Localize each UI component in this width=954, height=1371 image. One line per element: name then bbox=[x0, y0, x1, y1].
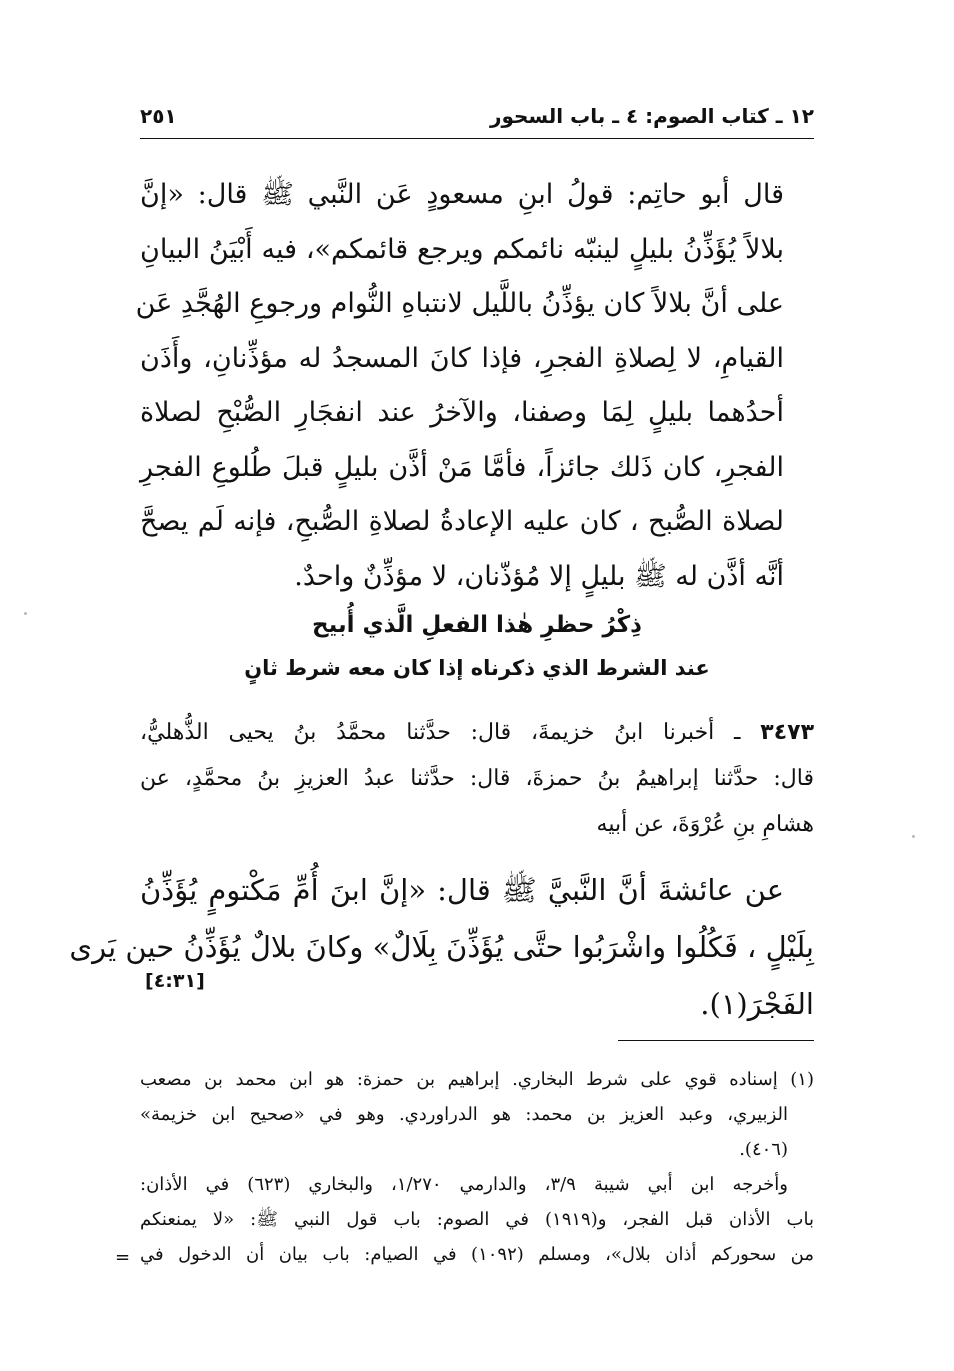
running-header bbox=[140, 102, 814, 139]
isnad-line: هشامِ بنِ عُرْوَةَ، عن أبيه bbox=[596, 812, 814, 837]
text-line: قال أبو حاتِم: قولُ ابنِ مسعودٍ عَن النَّبي ﷺ قال: «إنَّ bbox=[140, 179, 784, 210]
continuation-mark: = bbox=[115, 1247, 131, 1268]
footnote-line: وأخرجه ابن أبي شيبة ٣/٩، والدارمي ١/٢٧٠، والبخاري (٦٢٣) في الأذان: bbox=[140, 1174, 788, 1195]
footnote-line: (٤٠٦). bbox=[739, 1139, 788, 1160]
footnote-line: (١) إسناده قوي على شرط البخاري. إبراهيم بن حمزة: هو ابن محمد بن مصعب bbox=[140, 1069, 814, 1090]
commentary-paragraph bbox=[135, 168, 814, 604]
text-line: أنَّه أذَّن له ﷺ بليلٍ إلا مُؤذّنان، لا مؤذِّنٌ واحدٌ. bbox=[294, 560, 784, 592]
matn-line: الفَجْرَ(١). bbox=[700, 987, 814, 1021]
text-line: لصلاة الصُّبح ، كان عليه الإعادةُ لصلاةِ الصُّبحِ، فإنه لَم يصحَّ bbox=[140, 506, 784, 537]
text-line: القيامِ، لا لِصلاةِ الفجرِ، فإذا كانَ المسجدُ له مؤذِّنانِ، وأَذَن bbox=[140, 342, 784, 374]
isnad-line bbox=[140, 710, 814, 756]
matn-line: بِلَيْلٍ ، فَكُلُوا واشْرَبُوا حتَّى يُؤَذِّنَ بِلَالٌ» وكانَ بلالٌ يُؤَذِّنُ حين يَرى bbox=[69, 930, 814, 964]
section-subheading: عند الشرط الذي ذكرناه إذا كان معه شرط ثانٍ bbox=[244, 656, 710, 680]
hadith-number: ٣٤٧٣ bbox=[760, 720, 814, 745]
isnad-text: ـ أخبرنا ابنُ خزيمةَ، قال: حدَّثنا محمَّدُ بنُ يحيى الذُّهليُّ، bbox=[140, 720, 761, 745]
footnote-line: باب الأذان قبل الفجر، و(١٩١٩) في الصوم: باب قول النبي ﷺ: «لا يمنعنكم bbox=[140, 1209, 815, 1230]
text-line: بلالاً يُؤَذِّنُ بليلٍ لينبّه نائمكم ويرجع قائمكم»، فيه أَبْيَنُ البيانِ bbox=[140, 233, 784, 265]
section-heading: ذِكْرُ حظرِ هٰذا الفعلِ الَّذي أُبيح bbox=[312, 612, 642, 638]
text-line: على أنَّ بلالاً كان يؤذِّنُ باللَّيل لانتباهِ النُّوام ورجوعِ الهُجَّدِ عَن bbox=[135, 288, 784, 319]
text-line: الفجرِ، كان ذَلك جائزاً، فأمَّا مَنْ أذَّن بليلٍ قبلَ طُلوعِ الفجرِ bbox=[140, 451, 784, 483]
page-number: ٢٥١ bbox=[140, 104, 177, 128]
scan-speck bbox=[24, 612, 27, 615]
text-line: أحدُهما بليلٍ لِمَا وصفنا، والآخرُ عند انفجَارِ الصُّبْحِ لصلاة bbox=[140, 397, 784, 428]
cross-reference: [٤:٣١] bbox=[145, 970, 205, 992]
scan-speck bbox=[912, 835, 915, 838]
isnad-line: قال: حدَّثنا إبراهيمُ بنُ حمزةَ، قال: حدَّثنا عبدُ العزيزِ بنُ محمَّدٍ، عن bbox=[140, 766, 814, 791]
hadith-matn bbox=[69, 862, 814, 1033]
matn-line: عن عائشةَ أنَّ النَّبيَّ ﷺ قال: «إنَّ ابنَ أُمِّ مَكْتومٍ يُؤَذِّنُ bbox=[140, 873, 784, 907]
footnote-divider bbox=[618, 1040, 814, 1041]
hadith-isnad bbox=[140, 710, 814, 848]
chapter-title: ١٢ ـ كتاب الصوم: ٤ ـ باب السحور bbox=[489, 104, 814, 128]
footnote-line: الزبيري، وعبد العزيز بن محمد: هو الدراوردي. وهو في «صحيح ابن خزيمة» bbox=[140, 1104, 788, 1125]
footnote-line: من سحوركم أذان بلال»، ومسلم (١٠٩٢) في الصيام: باب بيان أن الدخول في bbox=[140, 1244, 815, 1265]
footnotes bbox=[140, 1062, 814, 1272]
